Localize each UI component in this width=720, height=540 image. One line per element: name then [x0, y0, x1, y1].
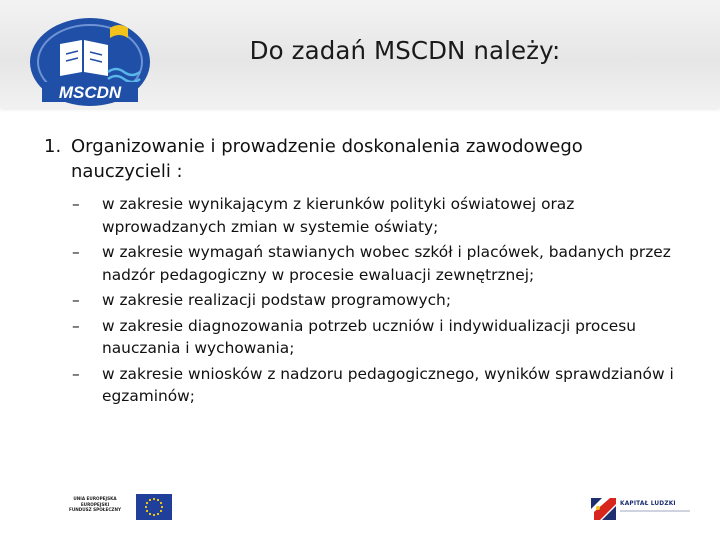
page-title: Do zadań MSCDN należy: [249, 36, 561, 65]
list-item [70, 363, 694, 408]
dash-bullet: – [72, 243, 80, 261]
item-text: Organizowanie i prowadzenie doskonalenia zawodowego nauczycieli : [71, 136, 583, 182]
list-item [70, 315, 694, 360]
dash-bullet: – [72, 195, 80, 213]
kapital-ludzki-logo [588, 492, 700, 528]
sub-list [70, 193, 694, 408]
logo-text: MSCDN [58, 83, 122, 102]
kapital-ludzki-icon [588, 494, 618, 524]
dash-bullet: – [72, 316, 80, 335]
content [44, 134, 694, 411]
eu-label-line: EUROPEJSKI [80, 501, 110, 507]
kapital-ludzki-subline [620, 510, 690, 512]
eu-label-line: FUNDUSZ SPOŁECZNY [69, 507, 121, 512]
list-item [70, 241, 694, 286]
dash-bullet: – [72, 364, 80, 383]
item-number: 1. [44, 136, 62, 157]
list-item-text: w zakresie wniosków z nadzoru pedagogicznego, wyników sprawdzianów i egzaminów; [102, 364, 674, 405]
eu-label-line: UNIA EUROPEJSKA [73, 496, 117, 501]
eu-label [66, 496, 124, 513]
list-item-text: w zakresie realizacji podstaw programowych; [102, 291, 452, 309]
kapital-ludzki-label: KAPITAŁ LUDZKI [620, 501, 676, 507]
list-item [70, 289, 694, 312]
list-item [70, 193, 694, 238]
title-bar [0, 0, 720, 108]
list-item-text: w zakresie wynikającym z kierunków polityki oświatowej oraz wprowadzanych zmian w systemie oświaty; [102, 195, 575, 236]
dash-bullet: – [72, 291, 80, 309]
list-item-text: w zakresie wymagań stawianych wobec szkół i placówek, badanych przez nadzór pedagogiczny w procesie ewaluacji zewnętrznej; [102, 243, 671, 284]
mscdn-logo [22, 10, 158, 110]
eu-flag-icon [136, 494, 172, 520]
numbered-item [44, 134, 694, 184]
list-item-text: w zakresie diagnozowania potrzeb uczniów i indywidualizacji procesu nauczania i wychowania; [102, 316, 637, 357]
eu-logo-block [66, 492, 176, 522]
